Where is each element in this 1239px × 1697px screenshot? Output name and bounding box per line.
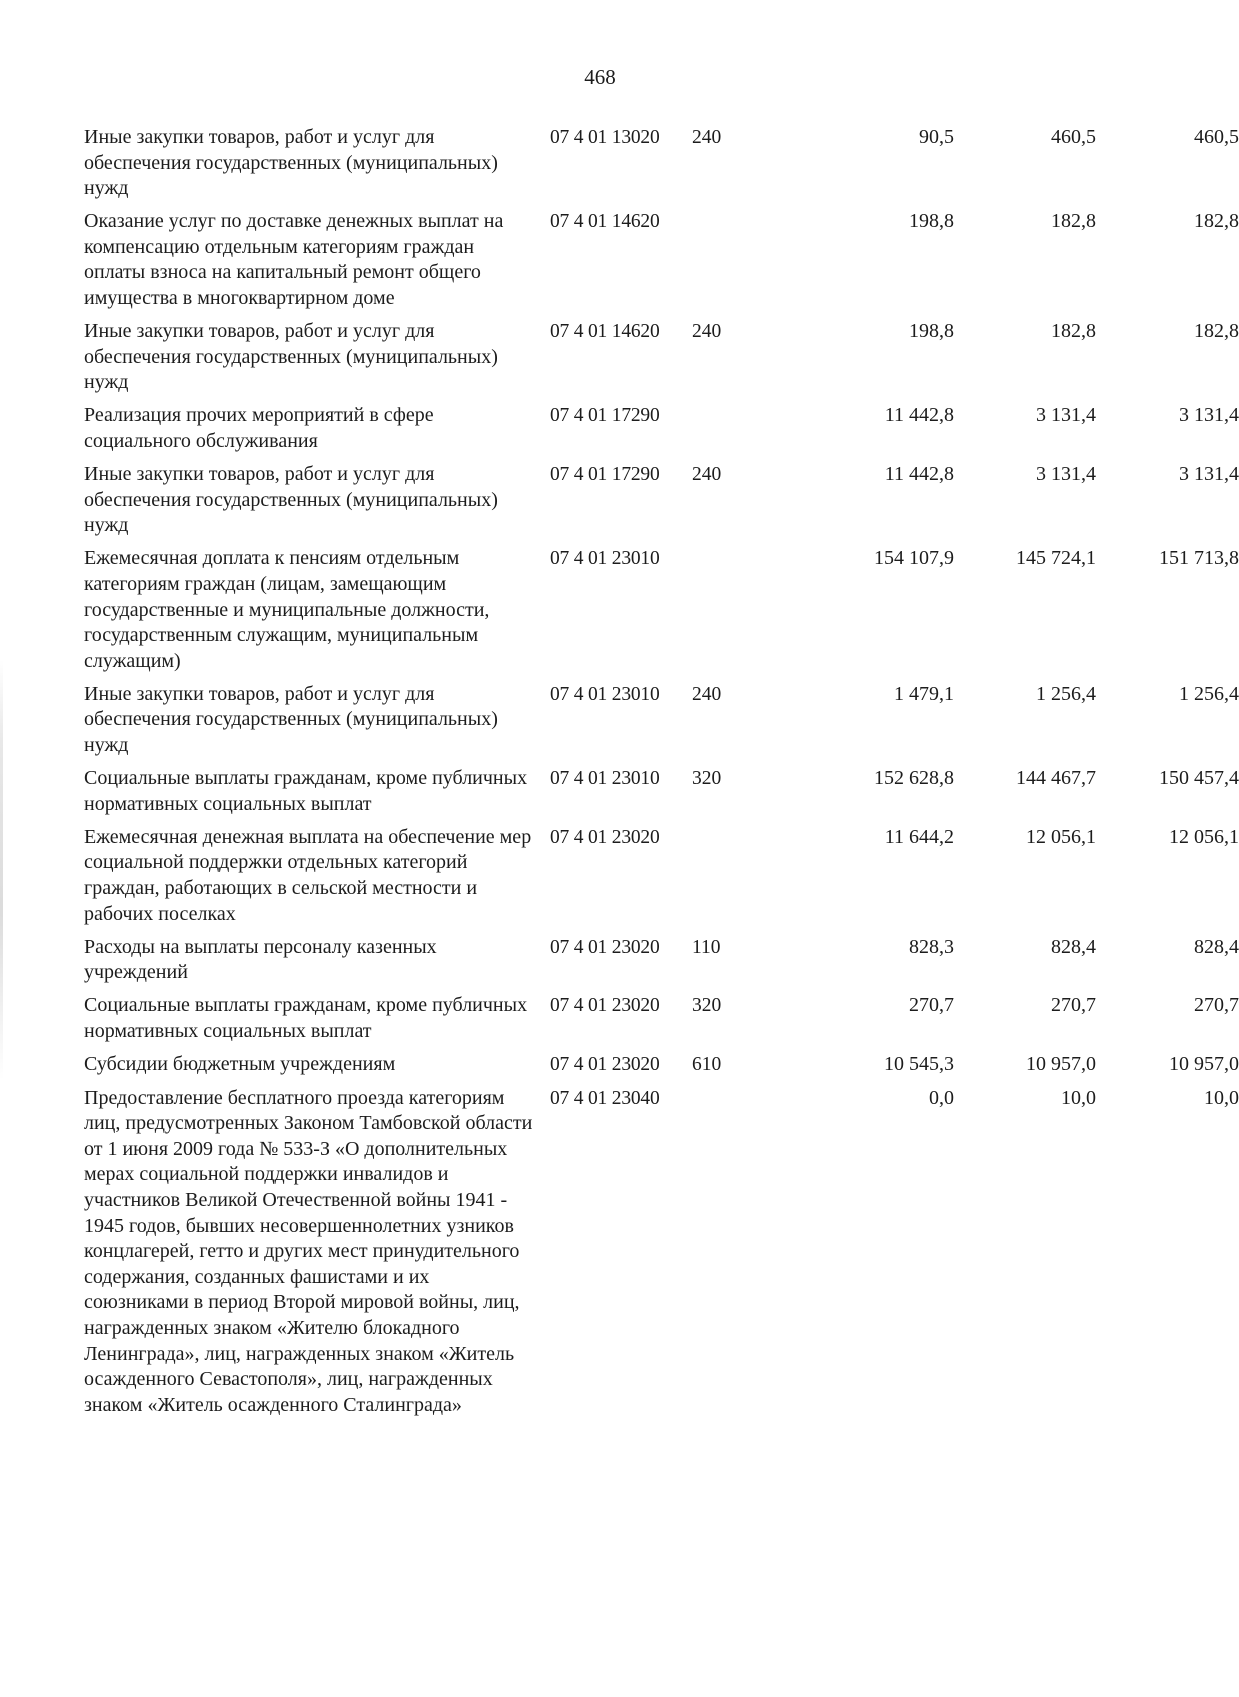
row-description: Реализация прочих мероприятий в сфере социального обслуживания xyxy=(84,404,434,453)
budget-table xyxy=(84,125,1239,1426)
row-description: Иные закупки товаров, работ и услуг для обеспечения государственных (муниципальных) нужд xyxy=(84,682,498,757)
row-description: Ежемесячная доплата к пенсиям отдельным категориям граждан (лицам, замещающим государственные и муниципальные должности, государственным служащим, муниципальным служащим) xyxy=(84,547,490,672)
row-expense-type: 240 xyxy=(692,683,722,705)
row-amount-1: 0,0 xyxy=(929,1086,954,1109)
row-amount-3: 828,4 xyxy=(1194,935,1239,958)
row-amount-1: 10 545,3 xyxy=(884,1053,954,1076)
row-description: Социальные выплаты гражданам, кроме публичных нормативных социальных выплат xyxy=(84,767,528,815)
row-amount-1: 828,3 xyxy=(909,935,954,958)
row-expense-type: 320 xyxy=(692,995,722,1017)
row-target-code: 07 4 01 23020 xyxy=(550,826,660,848)
row-expense-type: 240 xyxy=(692,127,722,148)
row-amount-2: 460,5 xyxy=(1051,126,1096,148)
table-row xyxy=(84,546,1239,674)
row-target-code: 07 4 01 17290 xyxy=(550,464,660,486)
row-target-code: 07 4 01 13020 xyxy=(550,127,660,148)
row-description: Иные закупки товаров, работ и услуг для обеспечения государственных (муниципальных) нужд xyxy=(84,126,498,200)
row-amount-2: 12 056,1 xyxy=(1026,825,1096,848)
table-row xyxy=(84,935,1239,986)
table-row xyxy=(84,682,1239,759)
table-row xyxy=(84,993,1239,1044)
row-expense-type: 240 xyxy=(692,464,722,486)
row-amount-2: 1 256,4 xyxy=(1036,682,1096,705)
row-amount-2: 182,8 xyxy=(1051,320,1096,343)
row-description: Иные закупки товаров, работ и услуг для обеспечения государственных (муниципальных) нужд xyxy=(84,463,498,537)
row-amount-2: 828,4 xyxy=(1051,935,1096,958)
row-amount-3: 3 131,4 xyxy=(1179,404,1239,427)
row-amount-1: 198,8 xyxy=(909,320,954,343)
table-row xyxy=(84,125,1239,202)
row-amount-1: 152 628,8 xyxy=(874,767,954,790)
row-target-code: 07 4 01 23020 xyxy=(550,995,660,1017)
row-amount-2: 10,0 xyxy=(1061,1086,1096,1109)
table-row xyxy=(84,1086,1239,1419)
row-target-code: 07 4 01 14620 xyxy=(550,321,660,343)
row-amount-1: 11 442,8 xyxy=(884,404,954,427)
table-row xyxy=(84,403,1239,454)
row-amount-2: 182,8 xyxy=(1051,210,1096,233)
row-description: Социальные выплаты гражданам, кроме публичных нормативных социальных выплат xyxy=(84,994,528,1042)
table-row xyxy=(84,319,1239,396)
row-amount-1: 270,7 xyxy=(909,994,954,1017)
row-target-code: 07 4 01 23010 xyxy=(550,768,660,790)
row-expense-type: 110 xyxy=(692,936,721,958)
row-amount-3: 10 957,0 xyxy=(1169,1053,1239,1076)
row-amount-2: 3 131,4 xyxy=(1036,463,1096,486)
row-target-code: 07 4 01 14620 xyxy=(550,211,660,233)
table-row xyxy=(84,462,1239,539)
row-amount-1: 1 479,1 xyxy=(894,682,954,705)
row-description: Оказание услуг по доставке денежных выплат на компенсацию отдельным категориям граждан оплаты взноса на капитальный ремонт общего имущества в многоквартирном доме xyxy=(84,210,504,310)
row-expense-type: 610 xyxy=(692,1054,722,1076)
row-amount-1: 11 644,2 xyxy=(884,825,954,848)
row-amount-1: 154 107,9 xyxy=(874,547,954,570)
row-target-code: 07 4 01 17290 xyxy=(550,405,660,427)
table-row xyxy=(84,825,1239,927)
row-target-code: 07 4 01 23040 xyxy=(550,1087,660,1109)
row-target-code: 07 4 01 23010 xyxy=(550,548,660,570)
row-amount-3: 270,7 xyxy=(1194,994,1239,1017)
table-row xyxy=(84,766,1239,817)
row-amount-2: 270,7 xyxy=(1051,994,1096,1017)
row-amount-1: 11 442,8 xyxy=(884,463,954,486)
row-description: Предоставление бесплатного проезда категориям лиц, предусмотренных Законом Тамбовской области от 1 июня 2009 года № 533-З «О дополнительных мерах социальной поддержки инвалидов и участников Великой Отечественной войны 1941 - 1945 годов, бывших несовершеннолетних узников концлагерей, гетто и других мест принудительного содержания, созданных фашистами и их союзниками в период Второй мировой войны, лиц, награжденных знаком «Жителю блокадного Ленинграда», лиц, награжденных знаком «Житель осажденного Севастополя», лиц, награжденных знаком «Житель осажденного Сталинграда» xyxy=(84,1086,533,1416)
row-amount-3: 182,8 xyxy=(1194,210,1239,233)
row-expense-type: 320 xyxy=(692,768,722,790)
row-amount-1: 90,5 xyxy=(919,126,954,148)
row-target-code: 07 4 01 23020 xyxy=(550,936,660,958)
row-amount-3: 150 457,4 xyxy=(1159,767,1239,790)
row-target-code: 07 4 01 23020 xyxy=(550,1054,660,1076)
scan-edge-shadow xyxy=(0,660,3,1080)
row-description: Субсидии бюджетным учреждениям xyxy=(84,1053,396,1076)
table-row xyxy=(84,1052,1239,1078)
page-number: 468 xyxy=(584,65,616,89)
row-target-code: 07 4 01 23010 xyxy=(550,683,660,705)
row-amount-2: 3 131,4 xyxy=(1036,404,1096,427)
table-row xyxy=(84,209,1239,311)
row-amount-3: 182,8 xyxy=(1194,320,1239,343)
row-expense-type: 240 xyxy=(692,321,722,343)
row-amount-2: 10 957,0 xyxy=(1026,1053,1096,1076)
row-description: Ежемесячная денежная выплата на обеспечение мер социальной поддержки отдельных категорий граждан, работающих в сельской местности и рабочих поселках xyxy=(84,825,532,925)
row-amount-3: 1 256,4 xyxy=(1179,682,1239,705)
row-description: Расходы на выплаты персоналу казенных учреждений xyxy=(84,935,437,984)
row-amount-3: 3 131,4 xyxy=(1179,463,1239,486)
row-amount-3: 460,5 xyxy=(1194,126,1239,148)
row-amount-3: 151 713,8 xyxy=(1159,547,1239,570)
row-amount-2: 145 724,1 xyxy=(1016,547,1096,570)
row-amount-3: 10,0 xyxy=(1204,1086,1239,1109)
row-description: Иные закупки товаров, работ и услуг для обеспечения государственных (муниципальных) нужд xyxy=(84,320,498,394)
row-amount-1: 198,8 xyxy=(909,210,954,233)
row-amount-2: 144 467,7 xyxy=(1016,767,1096,790)
row-amount-3: 12 056,1 xyxy=(1169,825,1239,848)
